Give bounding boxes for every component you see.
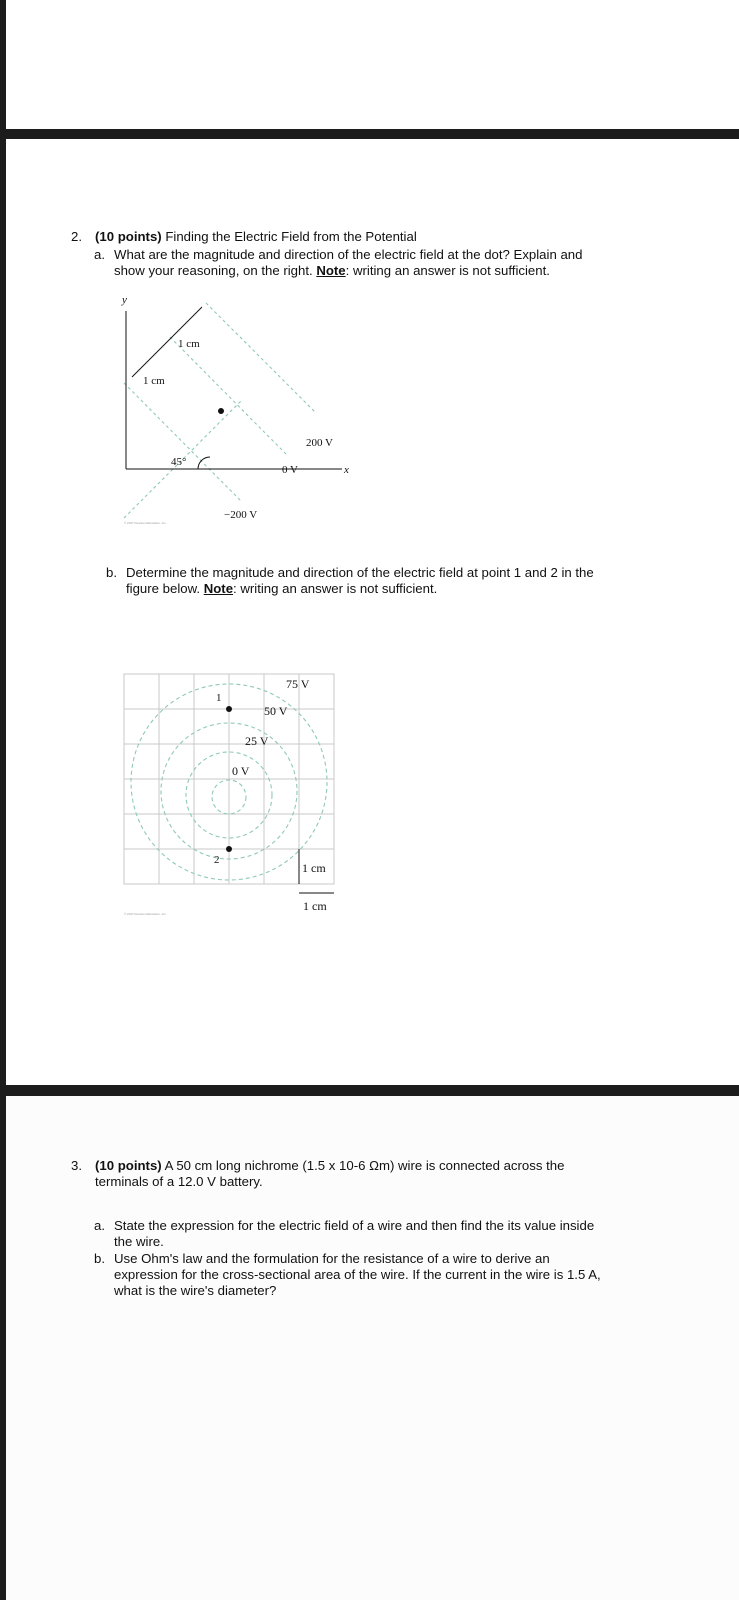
point-2-label: 2 bbox=[214, 854, 220, 866]
note-label: Note bbox=[316, 263, 346, 278]
equipotential-line-200 bbox=[206, 303, 316, 413]
potential-label-neg200: −200 V bbox=[224, 509, 258, 521]
potential-label-200: 200 V bbox=[306, 437, 333, 449]
spacing-label-top: 1 cm bbox=[178, 338, 200, 350]
question-3b bbox=[94, 1251, 714, 1301]
question-intro-line1: A 50 cm long nichrome (1.5 x 10-6 Ωm) wire is connected across the bbox=[164, 1158, 565, 1173]
x-axis-label: x bbox=[344, 464, 349, 476]
item-letter: b. bbox=[94, 1251, 105, 1266]
question-2b-line2-end: : writing an answer is not sufficient. bbox=[233, 581, 438, 596]
question-number: 2. bbox=[71, 229, 82, 244]
potential-label-0: 0 V bbox=[282, 464, 298, 476]
angle-arc bbox=[198, 457, 210, 469]
figure-concentric-equipotentials bbox=[114, 667, 354, 927]
question-number: 3. bbox=[71, 1158, 82, 1173]
figure-credit: © 2017 Pearson Education, Inc. bbox=[124, 521, 167, 525]
previous-page-fragment bbox=[6, 0, 739, 129]
potential-label-0v: 0 V bbox=[232, 764, 250, 778]
question-2a-line2-end: : writing an answer is not sufficient. bbox=[345, 263, 550, 278]
question-points: (10 points) bbox=[95, 1158, 162, 1173]
item-letter: a. bbox=[94, 247, 105, 262]
page-question-3 bbox=[6, 1096, 739, 1600]
equipotential-line-0 bbox=[170, 337, 286, 454]
question-3-heading bbox=[71, 1158, 671, 1192]
note-label: Note bbox=[203, 581, 234, 596]
figure-credit: © 2017 Pearson Education, Inc. bbox=[124, 912, 167, 916]
angle-label: 45° bbox=[171, 456, 187, 468]
equipotential-line-neg200-ext bbox=[124, 383, 241, 501]
scale-label-vertical: 1 cm bbox=[302, 861, 326, 875]
spacing-label-left: 1 cm bbox=[143, 375, 165, 387]
question-2b bbox=[106, 565, 726, 599]
question-3a-line2: the wire. bbox=[114, 1234, 164, 1249]
question-3b-line2: expression for the cross-sectional area of the wire. If the current in the wire is 1.5 A, bbox=[114, 1267, 601, 1282]
question-2-heading bbox=[71, 229, 671, 245]
question-2a-line1: What are the magnitude and direction of the electric field at the dot? Explain and bbox=[114, 247, 583, 262]
potential-label-75v: 75 V bbox=[286, 677, 310, 691]
figure-equipotential-lines bbox=[106, 291, 366, 531]
point-1-label: 1 bbox=[216, 692, 222, 704]
question-intro-line2: terminals of a 12.0 V battery. bbox=[95, 1174, 263, 1189]
question-3b-line1: Use Ohm's law and the formulation for the resistance of a wire to derive an bbox=[114, 1251, 550, 1266]
potential-label-25v: 25 V bbox=[245, 734, 269, 748]
question-2b-line2: figure below. bbox=[126, 581, 204, 596]
question-2a bbox=[94, 247, 714, 281]
point-2-dot bbox=[226, 846, 232, 852]
question-points: (10 points) bbox=[95, 229, 162, 244]
point-1-dot bbox=[226, 706, 232, 712]
question-2a-line2: show your reasoning, on the right. bbox=[114, 263, 317, 278]
question-title: Finding the Electric Field from the Potential bbox=[165, 229, 417, 244]
question-2b-line1: Determine the magnitude and direction of the electric field at point 1 and 2 in the bbox=[126, 565, 594, 580]
page-question-2 bbox=[6, 139, 739, 1085]
item-letter: b. bbox=[106, 565, 117, 580]
field-point-dot bbox=[218, 408, 224, 414]
item-letter: a. bbox=[94, 1218, 105, 1233]
question-3a-line1: State the expression for the electric field of a wire and then find the its value inside bbox=[114, 1218, 595, 1233]
question-3a bbox=[94, 1218, 714, 1252]
question-3b-line3: what is the wire's diameter? bbox=[114, 1283, 277, 1298]
scale-label-horizontal: 1 cm bbox=[303, 899, 327, 913]
y-axis-label: y bbox=[122, 294, 127, 306]
potential-label-50v: 50 V bbox=[264, 704, 288, 718]
